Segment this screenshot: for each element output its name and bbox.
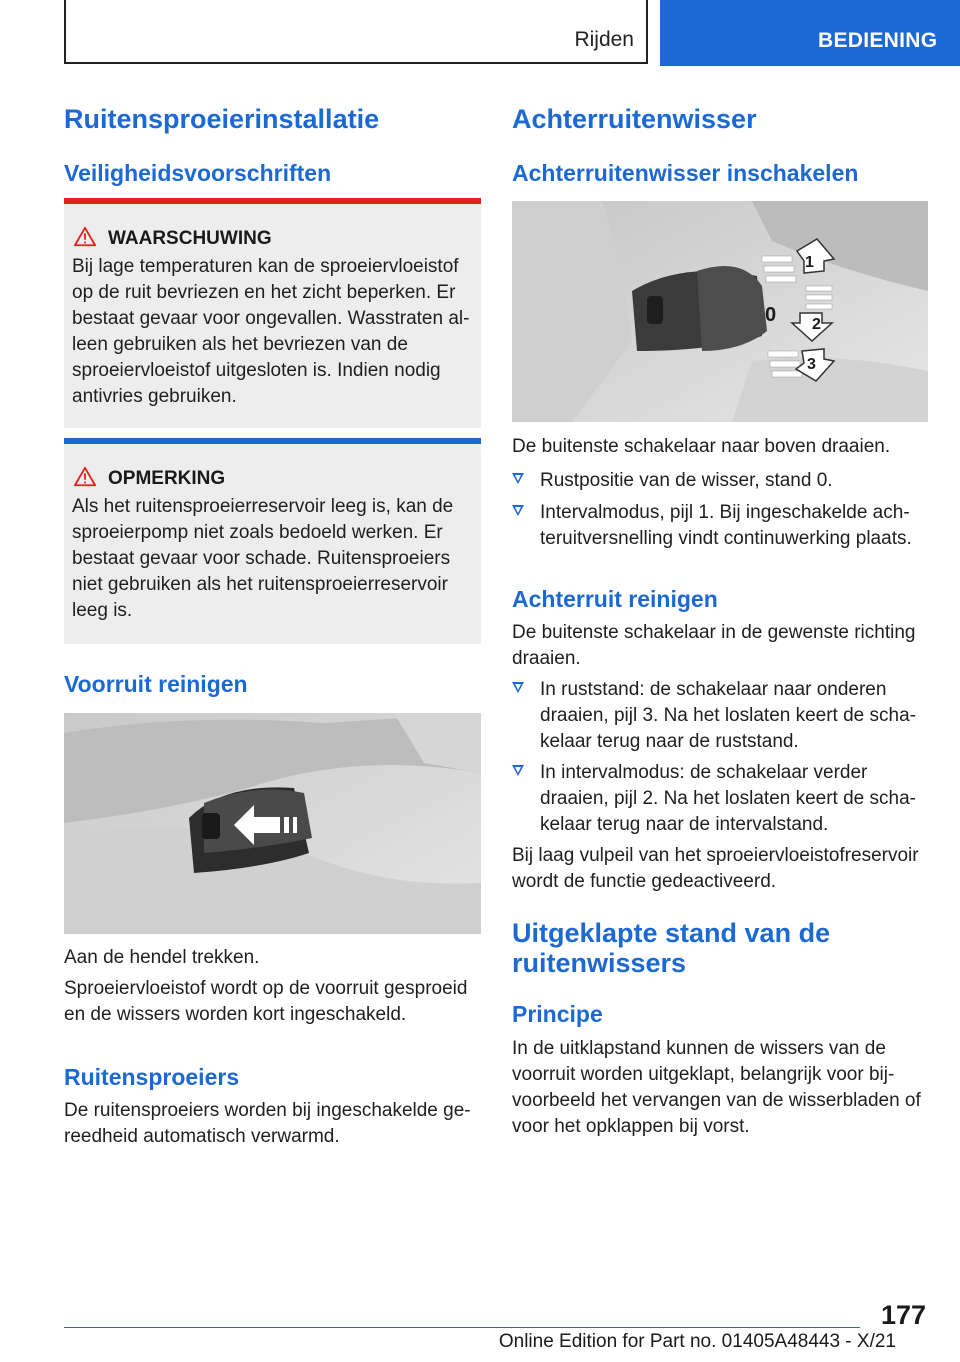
- bullet-text: Rustpositie van de wisser, stand 0.: [540, 470, 833, 491]
- note-title: OPMERKING: [108, 468, 226, 489]
- note-bar: [64, 438, 481, 444]
- warning-icon: [74, 226, 96, 248]
- voorruit-instruction-1: Aan de hendel trekken.: [64, 947, 260, 968]
- front-washer-lever-image: [64, 713, 481, 934]
- page-number: 177: [880, 1300, 926, 1330]
- note-box: [64, 438, 481, 644]
- section-title-right: Achterruitenwisser: [512, 104, 757, 134]
- bullet-triangle-icon: [512, 765, 524, 776]
- section-subtitle-right: Achterruitenwisser inschakelen: [512, 160, 859, 186]
- principe-text: In de uitklapstand kunnen de wissers van de voorruit worden uitgeklapt, belangrijk voor bijvoorbeeld het vervangen van de wisserbladen of voor het opklappen bij vorst.: [512, 1038, 921, 1137]
- bullet-text: In ruststand: de schakelaar naar onderen draaien, pijl 3. Na het loslaten keert de schakelaar terug naar de ruststand.: [540, 679, 916, 752]
- ruitensproeiers-heading: Ruitensproeiers: [64, 1064, 240, 1090]
- header-chapter-tab: [660, 0, 960, 66]
- section-subtitle-left: Veiligheidsvoorschriften: [64, 160, 332, 186]
- ruitensproeiers-text: De ruitensproeiers worden bij ingeschakelde gereedheid automatisch verwarmd.: [64, 1100, 471, 1147]
- warning-text: Bij lage temperaturen kan de sproeiervloeistof op de ruit bevriezen en het zicht beperken. Er bestaat gevaar voor ongevallen. Wasstraten alleen gebruiken als het bevriezen van de sproeiervloeistof uitgesloten is. Indien nodig antivries gebruiken.: [72, 256, 470, 407]
- voorruit-heading: Voorruit reinigen: [64, 671, 248, 697]
- arrow-2-label: 2: [812, 316, 821, 333]
- achterruit-reinigen-text: De buitenste schakelaar in de gewenste richting draaien.: [512, 622, 916, 669]
- bullet-triangle-icon: [512, 682, 524, 693]
- arrow-3-label: 3: [807, 356, 816, 373]
- position-0-label: 0: [765, 304, 777, 326]
- bullet-item: [512, 500, 928, 552]
- footer-edition: Online Edition for Part no. 01405A48443 - X/21: [498, 1331, 896, 1352]
- rear-wiper-switch-image: [512, 201, 928, 422]
- uitgeklapt-heading: Uitgeklapte stand van de ruitenwissers: [512, 918, 831, 978]
- voorruit-instruction-2: Sproeiervloeistof wordt op de voorruit gesproeid en de wissers worden kort ingeschakeld.: [64, 978, 468, 1025]
- header-section-box: [64, 0, 648, 64]
- achterruit-intro: De buitenste schakelaar naar boven draaien.: [512, 436, 891, 457]
- section-title-left: Ruitensproeierinstallatie: [64, 104, 380, 134]
- note-text: Als het ruitensproeierreservoir leeg is, kan de sproeierpomp niet zoals bedoeld werken. Er bestaat gevaar voor schade. Ruitensproeiers niet gebruiken als het ruitensproeierreservoir leeg is.: [72, 496, 454, 621]
- bullet-item: [512, 468, 928, 494]
- bullet-item: [512, 677, 928, 755]
- bullet-triangle-icon: [512, 473, 524, 484]
- arrow-1-label: 1: [805, 254, 814, 271]
- footer-divider: [64, 1327, 860, 1328]
- bullet-text: In intervalmodus: de schakelaar verder draaien, pijl 2. Na het loslaten keert de schakelaar terug naar de intervalstand.: [540, 762, 916, 835]
- warning-title: WAARSCHUWING: [108, 228, 272, 249]
- bullet-item: [512, 760, 928, 838]
- warning-bar: [64, 198, 481, 204]
- bullet-triangle-icon: [512, 505, 524, 516]
- header-chapter-label: BEDIENING: [818, 29, 938, 52]
- caution-icon: [74, 466, 96, 488]
- achterruit-reinigen-heading: Achterruit reinigen: [512, 586, 718, 612]
- header-section-label: Rijden: [574, 28, 634, 51]
- vulpeil-text: Bij laag vulpeil van het sproeiervloeistofreservoir wordt de functie gedeactiveerd.: [512, 845, 919, 892]
- warning-box: [64, 198, 481, 428]
- bullet-text: Intervalmodus, pijl 1. Bij ingeschakelde achteruitversnelling vindt continuwerking plaats.: [540, 502, 912, 549]
- principe-heading: Principe: [512, 1001, 603, 1027]
